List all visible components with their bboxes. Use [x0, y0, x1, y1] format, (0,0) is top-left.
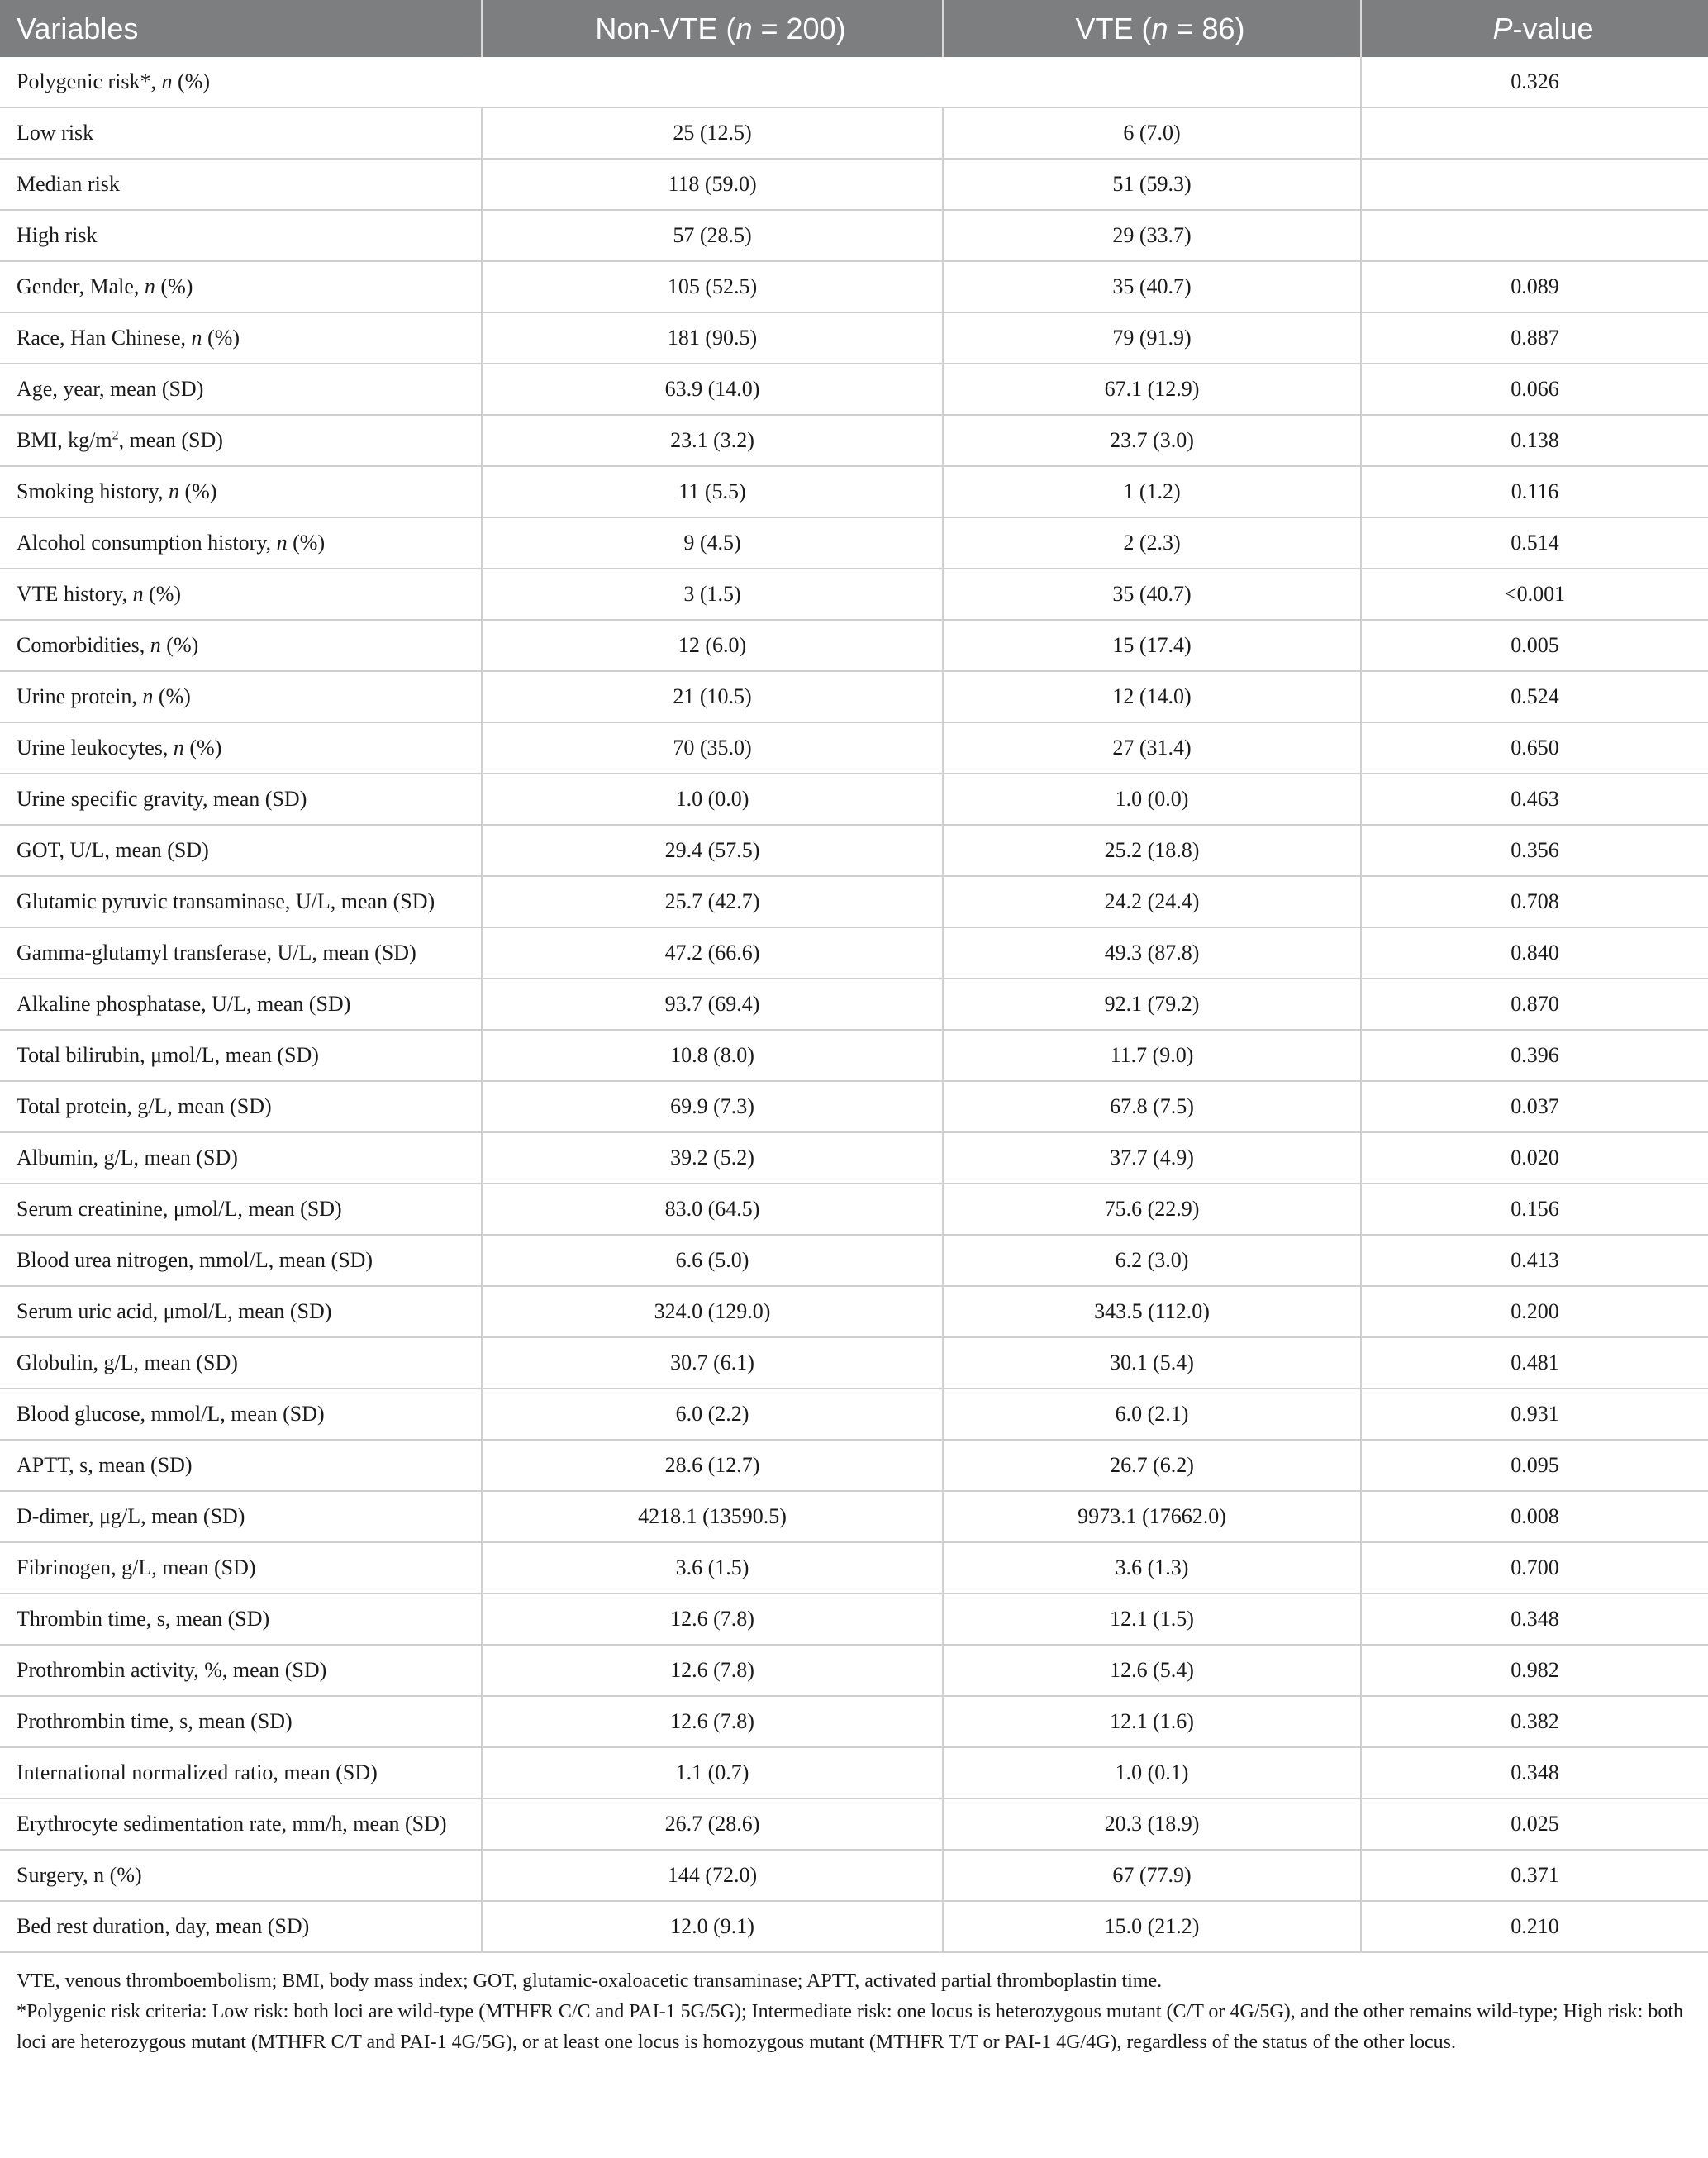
variable-label: International normalized ratio, mean (SD) — [17, 1760, 378, 1784]
vte-value: 1.0 (0.0) — [943, 774, 1361, 825]
variable-label: Urine protein, — [17, 684, 143, 708]
polygenic-label: Polygenic risk*, — [17, 69, 162, 93]
table-row — [0, 1850, 1708, 1901]
variable-label-suffix: (%) — [202, 326, 240, 350]
variable-label: Urine leukocytes, — [17, 736, 174, 760]
variable-label: Surgery, n (%) — [17, 1863, 142, 1887]
vte-value: 15 (17.4) — [943, 620, 1361, 671]
p-value: 0.095 — [1361, 1440, 1708, 1491]
p-value: 0.700 — [1361, 1542, 1708, 1593]
non-vte-value: 118 (59.0) — [482, 159, 943, 210]
variable-cell — [0, 107, 482, 159]
variable-label-italic: n — [276, 531, 288, 555]
vte-value: 15.0 (21.2) — [943, 1901, 1361, 1952]
variable-cell — [0, 1184, 482, 1235]
non-vte-value: 4218.1 (13590.5) — [482, 1491, 943, 1542]
non-vte-value: 69.9 (7.3) — [482, 1081, 943, 1132]
non-vte-value: 6.0 (2.2) — [482, 1389, 943, 1440]
table-row — [0, 620, 1708, 671]
non-vte-value: 26.7 (28.6) — [482, 1798, 943, 1850]
vte-value: 1 (1.2) — [943, 466, 1361, 517]
footnote-criteria: *Polygenic risk criteria: Low risk: both loci are wild-type (MTHFR C/C and PAI-1 5G/5G); Intermediate risk: one locus is heterozygous mutant (C/T or 4G/5G), and the other remains wild-type; High risk: both loci are heterozygous mutant (MTHFR C/T and PAI-1 4G/5G), or at least one locus is homozygous mutant (MTHFR T/T or PAI-1 4G/4G), regardless of the status of the other locus. — [17, 2001, 1683, 2053]
p-value: 0.982 — [1361, 1645, 1708, 1696]
variable-label: Total bilirubin, μmol/L, mean (SD) — [17, 1043, 319, 1067]
table-row — [0, 1184, 1708, 1235]
non-vte-value: 25.7 (42.7) — [482, 876, 943, 927]
variable-label: Low risk — [17, 121, 94, 145]
variable-cell — [0, 1542, 482, 1593]
variable-label: Glutamic pyruvic transaminase, U/L, mean (SD) — [17, 889, 435, 913]
vte-value: 29 (33.7) — [943, 210, 1361, 261]
variable-cell — [0, 1645, 482, 1696]
vte-value: 79 (91.9) — [943, 312, 1361, 364]
non-vte-value: 6.6 (5.0) — [482, 1235, 943, 1286]
variable-cell — [0, 825, 482, 876]
table-row — [0, 1235, 1708, 1286]
variable-label-italic: n — [173, 736, 184, 760]
p-value: 0.396 — [1361, 1030, 1708, 1081]
variable-label: Alcohol consumption history, — [17, 531, 277, 555]
vte-value: 12 (14.0) — [943, 671, 1361, 722]
p-value: 0.348 — [1361, 1593, 1708, 1645]
table-row — [0, 1389, 1708, 1440]
header-p-suffix: -value — [1512, 11, 1594, 45]
p-value: 0.210 — [1361, 1901, 1708, 1952]
variable-cell — [0, 1491, 482, 1542]
p-value: 0.413 — [1361, 1235, 1708, 1286]
vte-value: 26.7 (6.2) — [943, 1440, 1361, 1491]
vte-value: 37.7 (4.9) — [943, 1132, 1361, 1184]
vte-value: 6 (7.0) — [943, 107, 1361, 159]
variable-cell — [0, 312, 482, 364]
p-value — [1361, 159, 1708, 210]
table-row — [0, 210, 1708, 261]
vte-value: 20.3 (18.9) — [943, 1798, 1361, 1850]
variable-label: Age, year, mean (SD) — [17, 377, 204, 401]
p-value — [1361, 107, 1708, 159]
non-vte-value: 12.0 (9.1) — [482, 1901, 943, 1952]
variable-cell — [0, 159, 482, 210]
footnotes — [0, 1953, 1708, 2058]
variable-cell — [0, 261, 482, 312]
non-vte-value: 10.8 (8.0) — [482, 1030, 943, 1081]
variable-cell — [0, 466, 482, 517]
p-value: 0.089 — [1361, 261, 1708, 312]
variable-label: High risk — [17, 223, 98, 247]
variable-label-italic: n — [142, 684, 154, 708]
variable-cell — [0, 1798, 482, 1850]
non-vte-value: 30.7 (6.1) — [482, 1337, 943, 1389]
table-header — [0, 0, 1708, 57]
header-vte-suffix: = 86) — [1168, 11, 1245, 45]
table-body — [0, 57, 1708, 1952]
variable-label: Gender, Male, — [17, 274, 145, 298]
variable-label-suffix: , mean (SD) — [118, 428, 223, 452]
non-vte-value: 3 (1.5) — [482, 569, 943, 620]
non-vte-value: 83.0 (64.5) — [482, 1184, 943, 1235]
p-value: 0.481 — [1361, 1337, 1708, 1389]
variable-cell — [0, 1337, 482, 1389]
variable-label: Albumin, g/L, mean (SD) — [17, 1146, 238, 1170]
vte-value: 49.3 (87.8) — [943, 927, 1361, 979]
table-row — [0, 1901, 1708, 1952]
header-non-vte — [482, 0, 943, 57]
table-row — [0, 1030, 1708, 1081]
vte-value: 24.2 (24.4) — [943, 876, 1361, 927]
table-row — [0, 261, 1708, 312]
vte-value: 1.0 (0.1) — [943, 1747, 1361, 1798]
non-vte-value: 12 (6.0) — [482, 620, 943, 671]
non-vte-value: 12.6 (7.8) — [482, 1645, 943, 1696]
header-non-vte-suffix: = 200) — [752, 11, 846, 45]
non-vte-value: 57 (28.5) — [482, 210, 943, 261]
vte-value: 2 (2.3) — [943, 517, 1361, 569]
p-value: 0.116 — [1361, 466, 1708, 517]
variable-label: Total protein, g/L, mean (SD) — [17, 1094, 272, 1118]
variable-label-suffix: (%) — [178, 479, 217, 503]
variable-label: Median risk — [17, 172, 120, 196]
vte-value: 23.7 (3.0) — [943, 415, 1361, 466]
header-non-vte-prefix: Non-VTE ( — [595, 11, 736, 45]
vte-value: 67 (77.9) — [943, 1850, 1361, 1901]
vte-value: 35 (40.7) — [943, 261, 1361, 312]
p-value: 0.200 — [1361, 1286, 1708, 1337]
p-value: 0.840 — [1361, 927, 1708, 979]
p-value: 0.037 — [1361, 1081, 1708, 1132]
table-row — [0, 722, 1708, 774]
vte-value: 9973.1 (17662.0) — [943, 1491, 1361, 1542]
vte-value: 6.2 (3.0) — [943, 1235, 1361, 1286]
variable-cell — [0, 1901, 482, 1952]
variable-cell — [0, 1286, 482, 1337]
variable-cell — [0, 979, 482, 1030]
table-row — [0, 825, 1708, 876]
p-value: 0.708 — [1361, 876, 1708, 927]
variable-cell — [0, 1132, 482, 1184]
p-value: <0.001 — [1361, 569, 1708, 620]
non-vte-value: 39.2 (5.2) — [482, 1132, 943, 1184]
table-row — [0, 1798, 1708, 1850]
p-value: 0.887 — [1361, 312, 1708, 364]
variable-label-superscript: 2 — [112, 428, 119, 443]
p-value — [1361, 210, 1708, 261]
non-vte-value: 144 (72.0) — [482, 1850, 943, 1901]
variable-label-italic: n — [191, 326, 202, 350]
vte-value: 12.6 (5.4) — [943, 1645, 1361, 1696]
variable-label-suffix: (%) — [143, 582, 182, 606]
non-vte-value: 70 (35.0) — [482, 722, 943, 774]
p-value: 0.514 — [1361, 517, 1708, 569]
table-row — [0, 1440, 1708, 1491]
variable-label-suffix: (%) — [160, 633, 199, 657]
table-row — [0, 1747, 1708, 1798]
vte-value: 12.1 (1.5) — [943, 1593, 1361, 1645]
variable-label: Prothrombin time, s, mean (SD) — [17, 1709, 293, 1733]
non-vte-value: 93.7 (69.4) — [482, 979, 943, 1030]
vte-value: 27 (31.4) — [943, 722, 1361, 774]
variable-label: Comorbidities, — [17, 633, 150, 657]
non-vte-value: 1.1 (0.7) — [482, 1747, 943, 1798]
non-vte-value: 21 (10.5) — [482, 671, 943, 722]
table-row-polygenic — [0, 57, 1708, 107]
variable-cell — [0, 671, 482, 722]
p-value: 0.025 — [1361, 1798, 1708, 1850]
non-vte-value: 63.9 (14.0) — [482, 364, 943, 415]
table-row — [0, 1645, 1708, 1696]
variable-label: Prothrombin activity, %, mean (SD) — [17, 1658, 327, 1682]
variable-cell — [0, 722, 482, 774]
variable-cell — [0, 1081, 482, 1132]
p-value: 0.870 — [1361, 979, 1708, 1030]
variable-cell — [0, 876, 482, 927]
non-vte-value: 29.4 (57.5) — [482, 825, 943, 876]
vte-value: 11.7 (9.0) — [943, 1030, 1361, 1081]
variable-cell — [0, 1389, 482, 1440]
non-vte-value: 12.6 (7.8) — [482, 1696, 943, 1747]
variable-label: Gamma-glutamyl transferase, U/L, mean (SD) — [17, 941, 416, 965]
non-vte-value: 25 (12.5) — [482, 107, 943, 159]
table-row — [0, 979, 1708, 1030]
table-row — [0, 671, 1708, 722]
vte-value: 25.2 (18.8) — [943, 825, 1361, 876]
variable-label: Smoking history, — [17, 479, 169, 503]
p-value: 0.348 — [1361, 1747, 1708, 1798]
vte-value: 51 (59.3) — [943, 159, 1361, 210]
table-row — [0, 312, 1708, 364]
variable-label: Erythrocyte sedimentation rate, mm/h, mean (SD) — [17, 1812, 447, 1836]
variable-cell — [0, 927, 482, 979]
table-row — [0, 1542, 1708, 1593]
polygenic-label-cell — [0, 57, 1361, 107]
vte-value: 35 (40.7) — [943, 569, 1361, 620]
vte-value: 67.1 (12.9) — [943, 364, 1361, 415]
p-value: 0.650 — [1361, 722, 1708, 774]
variable-label-suffix: (%) — [183, 736, 222, 760]
polygenic-label-suffix: (%) — [172, 69, 210, 93]
p-value: 0.463 — [1361, 774, 1708, 825]
polygenic-n: n — [161, 69, 173, 93]
header-vte-n: n — [1151, 11, 1168, 45]
table-row — [0, 466, 1708, 517]
variable-cell — [0, 1747, 482, 1798]
table-row — [0, 364, 1708, 415]
table-row — [0, 774, 1708, 825]
p-value: 0.524 — [1361, 671, 1708, 722]
table-row — [0, 927, 1708, 979]
p-value: 0.356 — [1361, 825, 1708, 876]
variable-cell — [0, 1235, 482, 1286]
table-row — [0, 1337, 1708, 1389]
variable-label: APTT, s, mean (SD) — [17, 1453, 193, 1477]
vte-value: 67.8 (7.5) — [943, 1081, 1361, 1132]
footnote-abbreviations: VTE, venous thromboembolism; BMI, body mass index; GOT, glutamic-oxaloacetic transaminase; APTT, activated partial thromboplastin time. — [17, 1970, 1163, 1992]
variable-label: D-dimer, μg/L, mean (SD) — [17, 1504, 245, 1528]
table-row — [0, 159, 1708, 210]
variable-cell — [0, 1593, 482, 1645]
polygenic-p-value: 0.326 — [1361, 57, 1708, 107]
p-value: 0.156 — [1361, 1184, 1708, 1235]
table-row — [0, 1491, 1708, 1542]
variable-cell — [0, 1696, 482, 1747]
variable-label: Bed rest duration, day, mean (SD) — [17, 1914, 310, 1938]
variable-cell — [0, 210, 482, 261]
variable-label: Race, Han Chinese, — [17, 326, 192, 350]
vte-value: 75.6 (22.9) — [943, 1184, 1361, 1235]
variable-cell — [0, 1440, 482, 1491]
variable-cell — [0, 569, 482, 620]
vte-value: 30.1 (5.4) — [943, 1337, 1361, 1389]
p-value: 0.382 — [1361, 1696, 1708, 1747]
variable-cell — [0, 517, 482, 569]
header-vte — [943, 0, 1361, 57]
variable-label: Urine specific gravity, mean (SD) — [17, 787, 307, 811]
p-value: 0.008 — [1361, 1491, 1708, 1542]
vte-value: 343.5 (112.0) — [943, 1286, 1361, 1337]
variable-cell — [0, 1850, 482, 1901]
header-variables — [0, 0, 482, 57]
variable-label-suffix: (%) — [153, 684, 191, 708]
variable-label: VTE history, — [17, 582, 133, 606]
p-value: 0.931 — [1361, 1389, 1708, 1440]
vte-value: 6.0 (2.1) — [943, 1389, 1361, 1440]
non-vte-value: 1.0 (0.0) — [482, 774, 943, 825]
p-value: 0.371 — [1361, 1850, 1708, 1901]
non-vte-value: 28.6 (12.7) — [482, 1440, 943, 1491]
table-row — [0, 876, 1708, 927]
variable-label-italic: n — [132, 582, 144, 606]
p-value: 0.005 — [1361, 620, 1708, 671]
header-vte-prefix: VTE ( — [1075, 11, 1152, 45]
variable-cell — [0, 364, 482, 415]
variable-cell — [0, 1030, 482, 1081]
non-vte-value: 181 (90.5) — [482, 312, 943, 364]
p-value: 0.138 — [1361, 415, 1708, 466]
variable-label: Globulin, g/L, mean (SD) — [17, 1351, 238, 1374]
variable-label: Serum creatinine, μmol/L, mean (SD) — [17, 1197, 342, 1221]
variable-label: Serum uric acid, μmol/L, mean (SD) — [17, 1299, 332, 1323]
header-p-value — [1361, 0, 1708, 57]
variable-label: Alkaline phosphatase, U/L, mean (SD) — [17, 992, 351, 1016]
table-row — [0, 1081, 1708, 1132]
variable-label-italic: n — [150, 633, 161, 657]
variable-cell — [0, 774, 482, 825]
header-p-italic: P — [1492, 11, 1513, 45]
variable-cell — [0, 620, 482, 671]
variable-label-italic: n — [144, 274, 155, 298]
variable-cell — [0, 415, 482, 466]
variable-label: BMI, kg/m — [17, 428, 112, 452]
table-row — [0, 1696, 1708, 1747]
variable-label: Blood glucose, mmol/L, mean (SD) — [17, 1402, 325, 1426]
non-vte-value: 47.2 (66.6) — [482, 927, 943, 979]
table-row — [0, 1286, 1708, 1337]
vte-value: 92.1 (79.2) — [943, 979, 1361, 1030]
table-row — [0, 1593, 1708, 1645]
non-vte-value: 324.0 (129.0) — [482, 1286, 943, 1337]
variable-label-suffix: (%) — [155, 274, 193, 298]
variable-label: Fibrinogen, g/L, mean (SD) — [17, 1555, 256, 1579]
variable-label: GOT, U/L, mean (SD) — [17, 838, 209, 862]
header-variables-label: Variables — [17, 11, 139, 45]
table-row — [0, 569, 1708, 620]
non-vte-value: 12.6 (7.8) — [482, 1593, 943, 1645]
table-row — [0, 1132, 1708, 1184]
header-non-vte-n: n — [735, 11, 753, 45]
header-row — [0, 0, 1708, 57]
vte-value: 12.1 (1.6) — [943, 1696, 1361, 1747]
variable-label: Thrombin time, s, mean (SD) — [17, 1607, 270, 1631]
variable-label-italic: n — [168, 479, 179, 503]
p-value: 0.020 — [1361, 1132, 1708, 1184]
p-value: 0.066 — [1361, 364, 1708, 415]
non-vte-value: 11 (5.5) — [482, 466, 943, 517]
table-row — [0, 415, 1708, 466]
variable-label: Blood urea nitrogen, mmol/L, mean (SD) — [17, 1248, 373, 1272]
table-row — [0, 107, 1708, 159]
non-vte-value: 3.6 (1.5) — [482, 1542, 943, 1593]
vte-value: 3.6 (1.3) — [943, 1542, 1361, 1593]
non-vte-value: 9 (4.5) — [482, 517, 943, 569]
table-row — [0, 517, 1708, 569]
non-vte-value: 23.1 (3.2) — [482, 415, 943, 466]
variable-label-suffix: (%) — [287, 531, 326, 555]
non-vte-value: 105 (52.5) — [482, 261, 943, 312]
